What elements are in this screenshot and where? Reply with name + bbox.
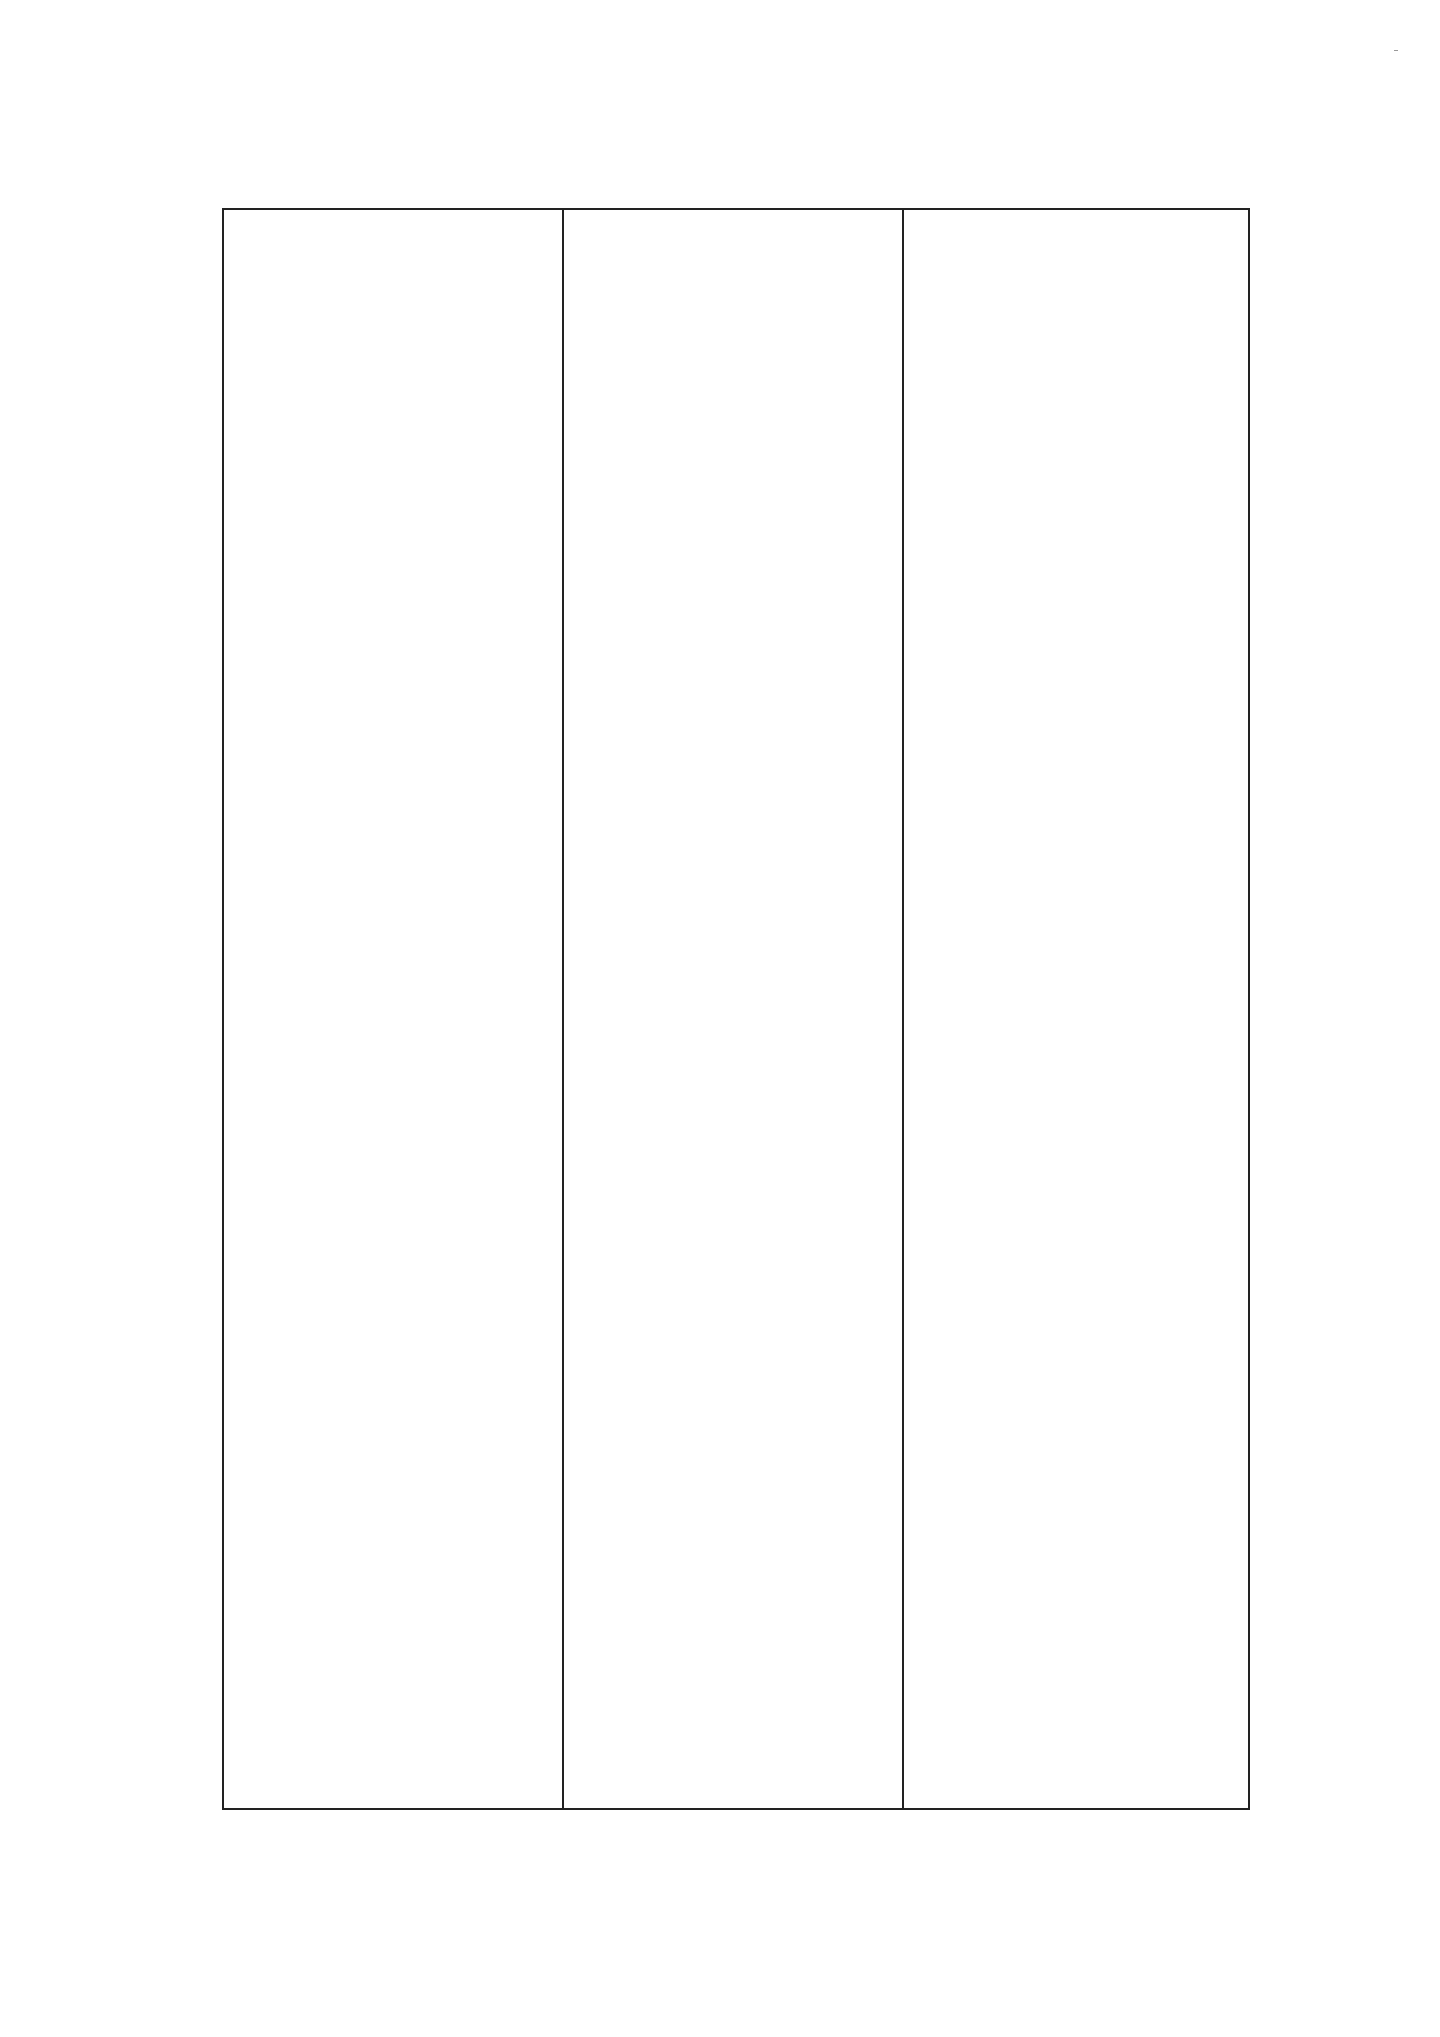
comparison-table	[222, 208, 1250, 1810]
current-provisions-column	[564, 210, 904, 1808]
explanation-column	[904, 210, 1248, 1808]
amended-provisions-column	[224, 210, 564, 1808]
scan-speck	[1394, 50, 1398, 51]
